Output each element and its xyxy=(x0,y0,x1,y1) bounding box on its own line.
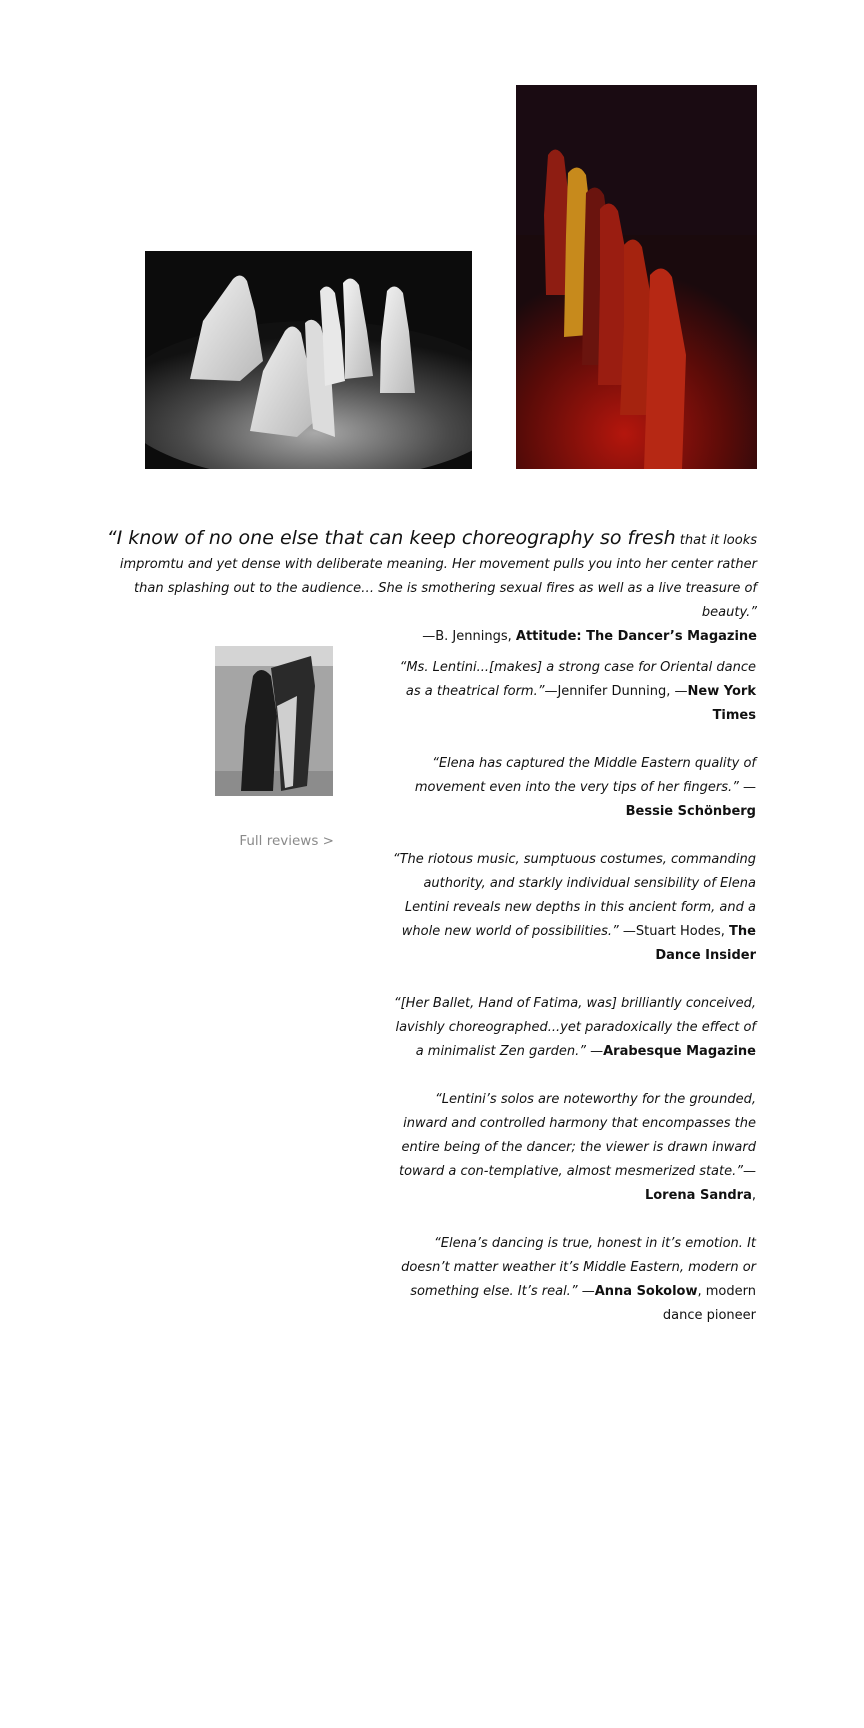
review-quote: “The riotous music, sumptuous costumes, commanding authority, and starkly individual sensibility of Elena Lentini reveals new depths in this ancient form, and a whole new world of possibilities.” xyxy=(392,852,756,939)
review-author: — xyxy=(738,780,756,795)
review-suffix: , xyxy=(751,1188,756,1203)
review-author: — xyxy=(577,1284,595,1299)
review-author: —Stuart Hodes, xyxy=(618,924,730,939)
featured-quote-lead: “I know of no one else that can keep choreography so fresh xyxy=(106,527,676,549)
review-source: The Dance Insider xyxy=(655,924,756,963)
featured-quote-source: Attitude: The Dancer’s Magazine xyxy=(515,629,757,644)
review-suffix: , modern dance pioneer xyxy=(662,1284,756,1323)
dancers-red-photo xyxy=(516,85,757,469)
review-item xyxy=(392,1232,756,1328)
review-quote: “Elena’s dancing is true, honest in it’s emotion. It doesn’t matter weather it’s Middle Eastern, modern or something else. It’s real.” xyxy=(401,1236,756,1299)
review-item xyxy=(392,1088,756,1208)
review-source: Arabesque Magazine xyxy=(603,1044,756,1059)
solo-dancer-photo xyxy=(215,646,333,796)
review-author: — xyxy=(585,1044,604,1059)
featured-quote xyxy=(100,526,757,649)
reviews-list xyxy=(392,656,756,1352)
review-author: — xyxy=(743,1164,756,1179)
review-quote: “[Her Ballet, Hand of Fatima, was] brilliantly conceived, lavishly choreographed...yet paradoxically the effect of a minimalist Zen garden.” xyxy=(393,996,756,1059)
review-source: Lorena Sandra xyxy=(644,1188,752,1203)
review-quote: “Elena has captured the Middle Eastern quality of movement even into the very tips of her fingers.” xyxy=(414,756,756,795)
review-item xyxy=(392,848,756,968)
review-quote: “Ms. Lentini...[makes] a strong case for Oriental dance as a theatrical form.” xyxy=(399,660,756,699)
featured-quote-author: —B. Jennings, xyxy=(422,629,516,644)
review-source: Anna Sokolow xyxy=(594,1284,698,1299)
dancers-bw-photo xyxy=(145,251,472,469)
featured-quote-text: that it looks impromtu and yet dense with deliberate meaning. Her movement pulls you into her center rather than splashing out to the audience… She is smothering sexual fires as well as a live treasure of beauty.” xyxy=(119,533,757,620)
review-source: Bessie Schönberg xyxy=(625,804,756,819)
review-source: New York Times xyxy=(687,684,756,723)
review-item xyxy=(392,656,756,728)
review-item xyxy=(392,992,756,1064)
review-author: —Jennifer Dunning, — xyxy=(544,684,688,699)
full-reviews-link[interactable]: Full reviews > xyxy=(239,833,334,849)
featured-quote-byline xyxy=(422,629,757,644)
review-item xyxy=(392,752,756,824)
review-quote: “Lentini’s solos are noteworthy for the grounded, inward and controlled harmony that encompasses the entire being of the dancer; the viewer is drawn inward toward a con-templative, almost mesmerized state.” xyxy=(398,1092,756,1179)
